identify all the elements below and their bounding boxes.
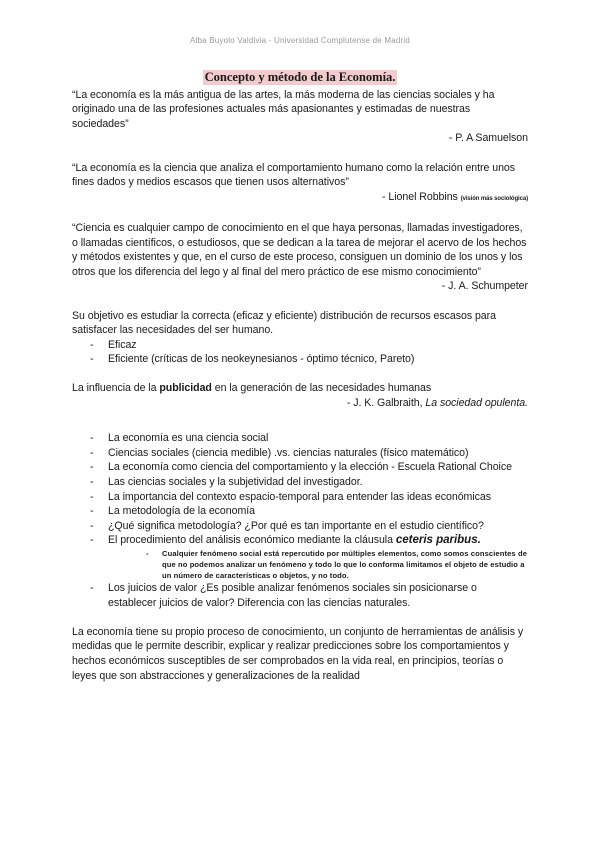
galbraith-author: - J. K. Galbraith, (346, 397, 426, 410)
list-item-text: La economía es una ciencia social (108, 432, 269, 445)
ceteris-paribus-emphasis: ceteris paribus. (395, 533, 481, 547)
list-item-text: La importancia del contexto espacio-temporal para entender las ideas económicas (108, 490, 491, 503)
dash-bullet: - (90, 505, 94, 518)
list-item (72, 490, 528, 505)
list-item (72, 504, 528, 519)
list-item (72, 581, 528, 610)
list-item (72, 460, 528, 475)
publicity-paragraph (72, 381, 528, 396)
list-item-text: Eficiente (críticas de los neokeynesianos - óptimo técnico, Pareto) (108, 353, 415, 366)
list-item (72, 519, 528, 534)
spacer (72, 206, 528, 221)
list-item-ceteris (72, 533, 528, 581)
list-item-text: Ciencias sociales (ciencia medible) .vs. ciencias naturales (físico matemático) (108, 446, 469, 459)
dash-bullet: - (90, 490, 94, 503)
topics-list (72, 431, 528, 610)
list-item-text: ¿Qué significa metodología? ¿Por qué es tan importante en el estudio científico? (108, 519, 484, 532)
publicity-bold: publicidad (159, 382, 212, 395)
list-item (72, 352, 528, 367)
spacer (72, 411, 528, 426)
list-item (72, 475, 528, 490)
dash-bullet: - (90, 534, 94, 547)
spacer (72, 146, 528, 161)
page-header: Alba Buyolo Valdivia - Universidad Complutense de Madrid (189, 36, 411, 45)
quote-robbins: “La economía es la ciencia que analiza el comportamiento humano como la relación entre unos fines dados y medios escasos que tienen usos alternativos” (72, 161, 516, 189)
objective-list (72, 338, 528, 367)
sub-list-item (108, 548, 528, 581)
objective-paragraph: Su objetivo es estudiar la correcta (eficaz y eficiente) distribución de recursos escasos para satisfacer las necesidades del ser humano. (72, 309, 496, 337)
dash-bullet: - (90, 519, 94, 532)
list-item-text: Eficaz (108, 338, 137, 351)
document-title: Concepto y método de la Economía. (204, 70, 396, 84)
galbraith-citation (72, 396, 528, 411)
quote-schumpeter: “Ciencia es cualquier campo de conocimiento en el que haya personas, llamadas investigadores, o llamadas científicos, o estudiosos, que se dedican a la tarea de mejorar el acervo de los hechos y métodos existentes y que, en el curso de este proceso, consiguen un dominio de los unos y los otros que los diferencia del lego y al final del mero práctico de ese mismo conocimiento” (72, 221, 527, 278)
title-container (72, 70, 528, 86)
list-item-text: La metodología de la economía (108, 505, 255, 518)
closing-paragraph: La economía tiene su propio proceso de conocimiento, un conjunto de herramientas de análisis y medidas que le permite describir, explicar y realizar predicciones sobre los comportamientos y hechos económicos susceptibles de ser comprobados en la vida real, en principios, teorías o leyes que son abstracciones y generalizaciones de la realidad (72, 625, 524, 682)
spacer (72, 367, 528, 382)
list-item (72, 446, 528, 461)
quote-author-samuelson: - P. A Samuelson (448, 132, 528, 145)
dash-bullet: - (90, 476, 94, 489)
quote-author-robbins: - Lionel Robbins (382, 190, 458, 203)
dash-bullet: - (146, 549, 149, 558)
publicity-text-before: La influencia de la (72, 382, 160, 395)
quote-author-schumpeter: - J. A. Schumpeter (441, 280, 528, 293)
sub-list (108, 548, 528, 581)
dash-bullet: - (90, 353, 94, 366)
dash-bullet: - (90, 432, 94, 445)
dash-bullet: - (90, 461, 94, 474)
document-body (72, 70, 528, 683)
list-item-text: Las ciencias sociales y la subjetividad del investigador. (108, 476, 363, 489)
list-item-text: Los juicios de valor ¿Es posible analizar fenómenos sociales sin posicionarse o establecer juicios de valor? Diferencia con las ciencias naturales. (108, 582, 477, 609)
sub-list-item-text: Cualquier fenómeno social está repercutido por múltiples elementos, como somos conscientes de que no podemos analizar un fenómeno y todo lo que lo conforma limitamos el objeto de estudio a un número de características o objetos, y no todo. (162, 549, 528, 580)
list-item-text: El procedimiento del análisis económico mediante la cláusula (108, 534, 396, 547)
quote-author-robbins-line (72, 190, 528, 207)
dash-bullet: - (90, 446, 94, 459)
spacer (72, 610, 528, 625)
quote-samuelson: “La economía es la más antigua de las artes, la más moderna de las ciencias sociales y ha originado una de las profesiones actuales más apasionantes y estimadas de nuestras sociedades” (72, 88, 495, 130)
publicity-text-after: en la generación de las necesidades humanas (211, 382, 432, 395)
dash-bullet: - (90, 582, 94, 594)
list-item (72, 338, 528, 353)
spacer (72, 294, 528, 309)
list-item (72, 431, 528, 446)
galbraith-book: La sociedad opulenta. (425, 397, 528, 410)
dash-bullet: - (90, 338, 94, 351)
list-item-text: La economía como ciencia del comportamiento y la elección - Escuela Rational Choice (108, 461, 512, 474)
robbins-note: (visión más sociológica) (460, 195, 528, 202)
